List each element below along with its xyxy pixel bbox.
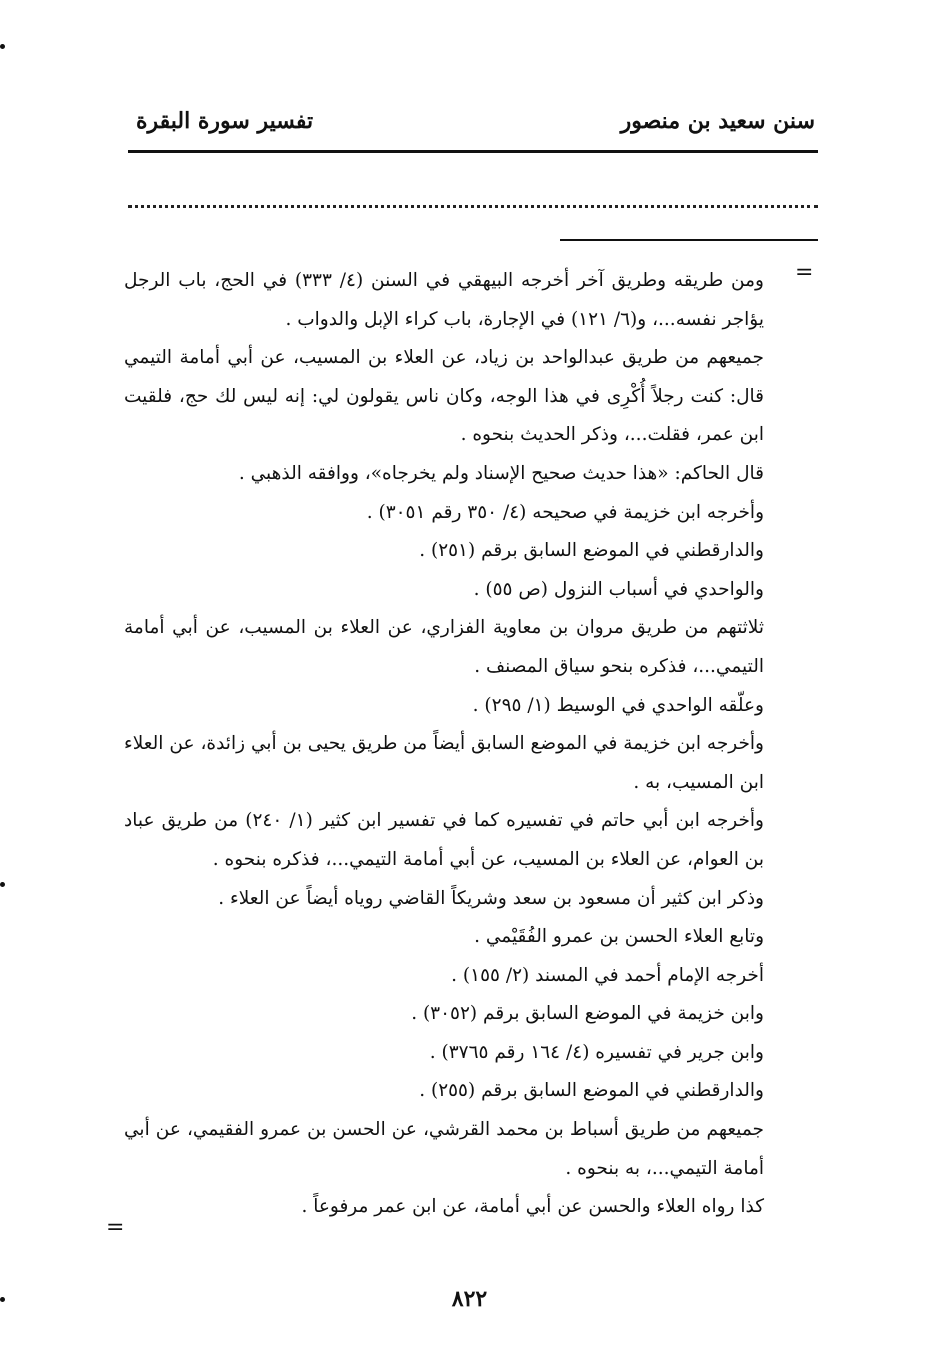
page-number: ٨٢٢ <box>451 1286 488 1312</box>
paragraph: أخرجه الإمام أحمد في المسند (٢/ ١٥٥) . <box>451 964 764 986</box>
paragraph: والدارقطني في الموضع السابق برقم (٢٥٥) . <box>419 1080 764 1102</box>
paragraph: والواحدي في أسباب النزول (ص ٥٥) . <box>473 578 764 600</box>
paragraph: وابن جرير في تفسيره (٤/ ١٦٤ رقم ٣٧٦٥) . <box>429 1041 764 1063</box>
paragraph: جميعهم من طريق عبدالواحد بن زياد، عن العلاء بن المسيب، عن أبي أمامة التيمي قال: كنت رجلاً أُكْرِى في هذا الوجه، وكان ناس يقولون لي: إنه ليس لك حج، فلقيت ابن عمر، فقلت...، وذكر الحديث بنحوه . <box>124 347 764 446</box>
continuation-mark-bottom: = <box>106 1215 125 1240</box>
paragraph: وأخرجه ابن أبي حاتم في تفسيره كما في تفسير ابن كثير (١/ ٢٤٠) من طريق عباد بن العوام، عن العلاء بن المسيب، عن أبي أمامة التيمي...، فذكره بنحوه . <box>124 810 764 870</box>
paragraph: والدارقطني في الموضع السابق برقم (٢٥١) . <box>419 540 764 562</box>
dotted-separator <box>128 205 818 208</box>
paragraph: وابن خزيمة في الموضع السابق برقم (٣٠٥٢) . <box>411 1003 764 1025</box>
paragraph: وعلّقه الواحدي في الوسيط (١/ ٢٩٥) . <box>472 694 764 716</box>
chapter-title: تفسير سورة البقرة <box>136 108 314 134</box>
scan-dot <box>0 44 5 49</box>
scan-dot <box>0 882 5 887</box>
scan-dot <box>0 1297 5 1302</box>
footnote-body <box>124 262 764 1227</box>
paragraph: كذا رواه العلاء والحسن عن أبي أمامة، عن ابن عمر مرفوعاً . <box>301 1196 764 1218</box>
book-title: سنن سعيد بن منصور <box>620 108 815 134</box>
paragraph: وأخرجه ابن خزيمة في الموضع السابق أيضاً من طريق يحيى بن أبي زائدة، عن العلاء ابن المسيب، به . <box>124 733 764 793</box>
paragraph: ومن طريقه وطريق آخر أخرجه البيهقي في السنن (٤/ ٣٣٣) في الحج، باب الرجل يؤاجر نفسه...، و(٦/ ١٢١) في الإجارة، باب كراء الإبل والدواب . <box>124 270 764 330</box>
paragraph: قال الحاكم: «هذا حديث صحيح الإسناد ولم يخرجاه»، ووافقه الذهبي . <box>238 462 764 484</box>
paragraph: وأخرجه ابن خزيمة في صحيحه (٤/ ٣٥٠ رقم ٣٠٥١) . <box>366 501 764 523</box>
paragraph: ثلاثتهم من طريق مروان بن معاوية الفزاري، عن العلاء بن المسيب، عن أبي أمامة التيمي...، فذكره بنحو سياق المصنف . <box>124 617 764 677</box>
continuation-mark-top: = <box>795 260 814 285</box>
footnote-rule <box>560 239 818 241</box>
paragraph: وذكر ابن كثير أن مسعود بن سعد وشريكاً القاضي روياه أيضاً عن العلاء . <box>218 887 764 909</box>
header-rule <box>128 150 818 153</box>
paragraph: وتابع العلاء الحسن بن عمرو الفُقَيْمي . <box>474 926 764 948</box>
paragraph: جميعهم من طريق أسباط بن محمد القرشي، عن الحسن بن عمرو الفقيمي، عن أبي أمامة التيمي...، به بنحوه . <box>124 1119 764 1179</box>
